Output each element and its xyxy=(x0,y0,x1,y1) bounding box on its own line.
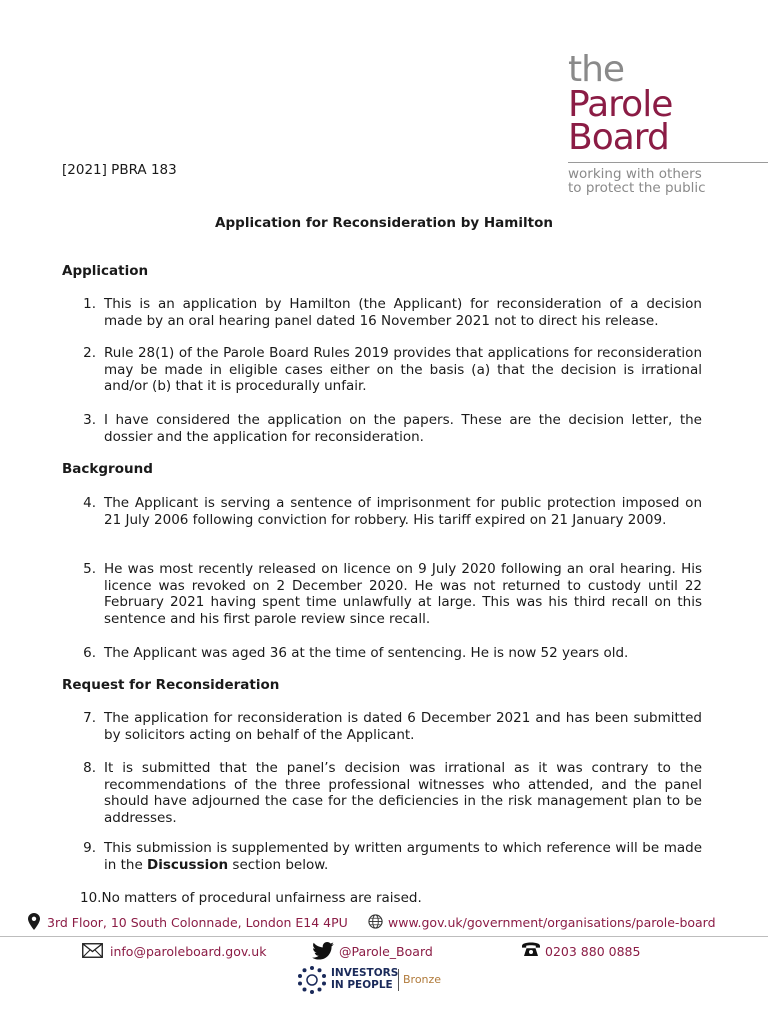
section-heading-application: Application xyxy=(62,263,149,279)
globe-icon xyxy=(368,914,383,932)
paragraph-text-part: This submission is supplemented by written arguments to which reference will be made in the xyxy=(104,840,702,873)
twitter-bird-icon xyxy=(312,942,334,963)
paragraph-text: The Applicant is serving a sentence of imprisonment for public protection imposed on 21 July 2006 following conviction for robbery. His tariff expired on 21 January 2009. xyxy=(104,495,702,528)
iip-line1: INVESTORS xyxy=(331,967,399,979)
paragraph-number: 7. xyxy=(83,710,96,726)
paragraph-number: 8. xyxy=(83,760,96,776)
logo-line-the: the xyxy=(568,49,625,90)
section-heading-background: Background xyxy=(62,461,153,477)
section-heading-request: Request for Reconsideration xyxy=(62,677,280,693)
paragraph-number: 9. xyxy=(83,840,96,856)
paragraph-text: Rule 28(1) of the Parole Board Rules 2019 provides that applications for reconsideration may be made in eligible cases either on the basis (a) that the decision is irrational and/or (b) that it is procedurally unfair. xyxy=(104,345,702,394)
paragraph-number: 1. xyxy=(83,296,96,312)
paragraph-number: 3. xyxy=(83,412,96,428)
document-title: Application for Reconsideration by Hamilton xyxy=(215,215,553,231)
paragraph-text: The application for reconsideration is dated 6 December 2021 and has been submitted by solicitors acting on behalf of the Applicant. xyxy=(104,710,702,743)
paragraph-text: It is submitted that the panel’s decision was irrational as it was contrary to the recommendations of the three professional witnesses who attended, and the panel should have adjourned the case for the deficiencies in the risk management plan to be addresses. xyxy=(104,760,702,826)
paragraph-text: I have considered the application on the papers. These are the decision letter, the dossier and the application for reconsideration. xyxy=(104,412,702,445)
telephone-icon xyxy=(521,942,541,961)
logo-line-parole: Parole xyxy=(568,84,673,125)
footer-address: 3rd Floor, 10 South Colonnade, London E14 4PU xyxy=(47,915,348,930)
paragraph-text: This is an application by Hamilton (the Applicant) for reconsideration of a decision made by an oral hearing panel dated 16 November 2021 not to direct his release. xyxy=(104,296,702,329)
paragraph-text: He was most recently released on licence on 9 July 2020 following an oral hearing. His licence was revoked on 2 December 2020. He was not returned to custody until 22 February 2021 having spent time unlawfully at large. This was his third recall on this sentence and his first parole review since recall. xyxy=(104,561,702,627)
footer-website-link[interactable]: www.gov.uk/government/organisations/parole-board xyxy=(388,915,716,930)
paragraph-number: 10. xyxy=(80,890,102,906)
footer-phone: 0203 880 0885 xyxy=(545,944,641,959)
investors-in-people-badge xyxy=(296,965,456,995)
investors-in-people-badge-icon xyxy=(296,965,328,999)
iip-level: Bronze xyxy=(403,973,442,986)
discussion-emphasis: Discussion xyxy=(147,856,229,873)
footer-twitter-link[interactable]: @Parole_Board xyxy=(339,944,433,959)
iip-separator xyxy=(398,969,399,991)
map-pin-icon xyxy=(28,913,40,933)
paragraph-text: No matters of procedural unfairness are raised. xyxy=(101,890,422,906)
parole-board-logo xyxy=(568,49,768,196)
footer-address-row xyxy=(0,912,768,934)
footer-divider xyxy=(0,936,768,937)
logo-tagline-line1: working with others xyxy=(568,166,702,182)
logo-tagline-line2: to protect the public xyxy=(568,180,706,196)
logo-tagline xyxy=(568,167,706,195)
paragraph-number: 4. xyxy=(83,495,96,511)
paragraph-number: 6. xyxy=(83,645,96,661)
paragraph-number: 5. xyxy=(83,561,96,577)
iip-wordmark xyxy=(331,967,398,991)
case-reference: [2021] PBRA 183 xyxy=(62,162,177,178)
footer-contact-row xyxy=(0,942,768,962)
footer-email-link[interactable]: info@paroleboard.gov.uk xyxy=(110,944,267,959)
paragraph-text xyxy=(104,840,702,873)
envelope-icon xyxy=(82,943,103,961)
logo-line-board: Board xyxy=(568,117,669,158)
paragraph-number: 2. xyxy=(83,345,96,361)
iip-line2: IN PEOPLE xyxy=(331,979,393,991)
logo-divider xyxy=(568,162,768,163)
paragraph-text: The Applicant was aged 36 at the time of sentencing. He is now 52 years old. xyxy=(104,645,629,661)
paragraph-10 xyxy=(80,890,422,906)
paragraph-text-part: section below. xyxy=(228,856,329,873)
